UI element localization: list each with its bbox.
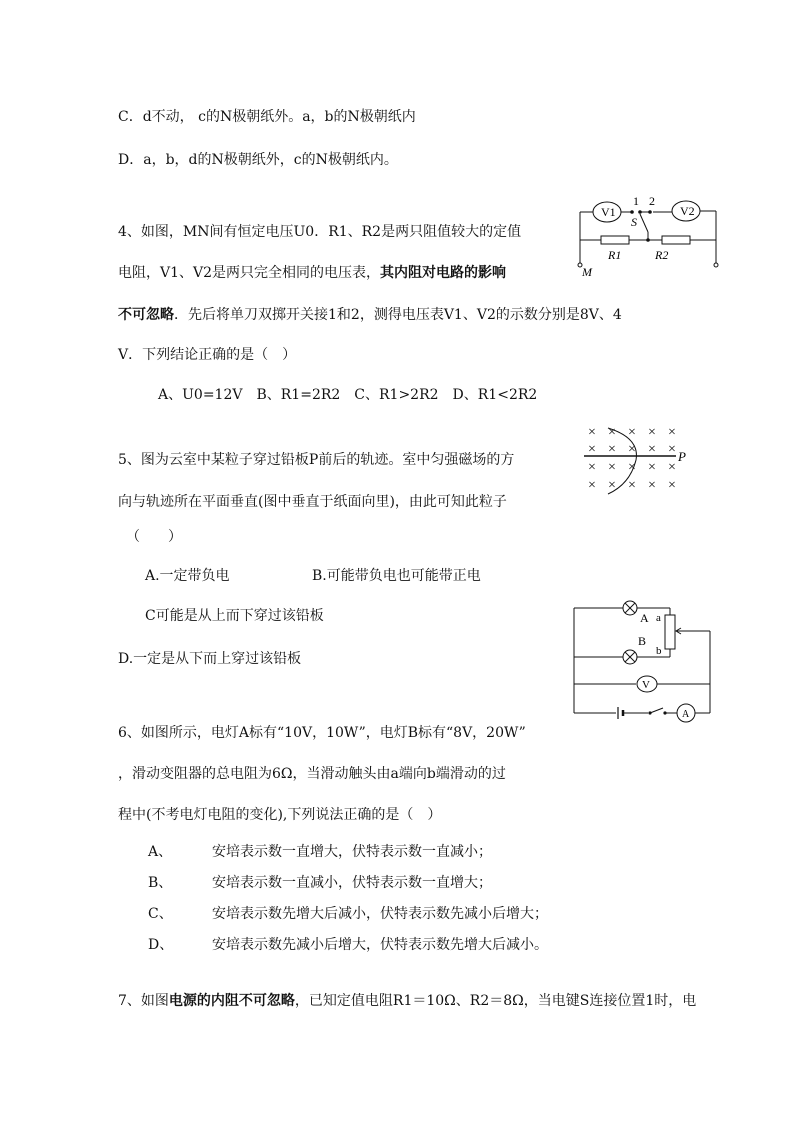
field-mark: × [608, 478, 616, 493]
switch-s-label: S [631, 215, 637, 229]
plate-p-label: P [678, 449, 686, 464]
lamp-b-label: B [638, 634, 647, 648]
q6-option-d-label: D、 [148, 937, 174, 953]
resistor-r2 [662, 236, 690, 244]
q7-line1-bold: 电源的内阻不可忽略 [168, 993, 295, 1009]
r2-label: R2 [655, 248, 669, 262]
field-mark: × [628, 425, 636, 440]
field-mark: × [668, 425, 676, 440]
q4-line2 [118, 264, 506, 282]
ammeter-label: A [682, 709, 690, 720]
rheostat-end-a-label: a [656, 612, 661, 624]
q4-options: A、U0=12V B、R1=2R2 C、R1>2R2 D、R1<2R2 [158, 387, 538, 403]
q7-line1-text: 7、如图 [118, 993, 169, 1009]
magnetic-field-marks [588, 425, 676, 493]
q6-option-b-label: B、 [148, 875, 173, 891]
field-mark: × [628, 460, 636, 475]
q6-option-a-text: 安培表示数一直增大，伏特表示数一直减小； [212, 844, 492, 860]
switch-s-blade [640, 214, 648, 232]
switch [650, 708, 663, 713]
q4-line2-bold: 其内阻对电路的影响 [380, 265, 507, 281]
lamp-a-label: A [640, 611, 649, 625]
field-mark: × [668, 460, 676, 475]
q5-option-b: B.可能带负电也可能带正电 [312, 568, 481, 584]
q5-line2: 向与轨迹所在平面垂直(图中垂直于纸面向里)，由此可知此粒子 [118, 494, 507, 510]
q5-option-a: A.一定带负电 [145, 568, 230, 584]
q6-line2: ，滑动变阻器的总电阻为6Ω，当滑动触头由a端向b端滑动的过 [118, 766, 506, 782]
voltmeter-label: V [642, 679, 650, 691]
resistor-r1 [601, 236, 629, 244]
switch-pos1-label: 1 [633, 194, 639, 208]
q6-option-a-label: A、 [148, 844, 173, 860]
q5-line1: 5、图为云室中某粒子穿过铅板P前后的轨迹。室中匀强磁场的方 [118, 452, 515, 468]
field-mark: × [628, 478, 636, 493]
field-mark: × [588, 425, 596, 440]
q3-option-d: D．a，b，d的N极朝纸外，c的N极朝纸内。 [118, 152, 398, 168]
q6-option-d-text: 安培表示数先减小后增大，伏特表示数先增大后减小。 [212, 937, 548, 953]
q7-line1-rest: ，已知定值电阻R1＝10Ω、R2＝8Ω，当电键S连接位置1时，电 [294, 993, 697, 1009]
q7-line1 [118, 992, 696, 1010]
q6-line3: 程中(不考电灯电阻的变化),下列说法正确的是（ ） [118, 807, 442, 823]
field-mark: × [648, 478, 656, 493]
field-mark: × [628, 442, 636, 457]
q4-line4: V．下列结论正确的是（ ） [118, 347, 297, 363]
q4-line3-text: ．先后将单刀双掷开关接1和2，测得电压表V1、V2的示数分别是8V、4 [174, 307, 622, 323]
v1-label: V1 [601, 205, 616, 219]
rheostat [665, 615, 675, 649]
field-mark: × [648, 425, 656, 440]
q5-option-d: D.一定是从下而上穿过该铅板 [118, 651, 302, 667]
v2-label: V2 [680, 204, 695, 218]
field-mark: × [608, 460, 616, 475]
field-mark: × [668, 478, 676, 493]
q5-option-c: C可能是从上而下穿过该铅板 [145, 608, 324, 624]
field-mark: × [608, 425, 616, 440]
q6-line1: 6、如图所示，电灯A标有“10V，10W”，电灯B标有“8V，20W” [118, 725, 526, 741]
field-mark: × [608, 442, 616, 457]
q6-option-c-label: C、 [148, 906, 173, 922]
field-mark: × [588, 442, 596, 457]
r1-label: R1 [608, 248, 622, 262]
q4-line1: 4、如图，MN间有恒定电压U0．R1、R2是两只阻值较大的定值 [118, 224, 522, 240]
rheostat-end-b-label: b [656, 645, 662, 657]
q6-option-b-text: 安培表示数一直减小，伏特表示数一直增大； [212, 875, 492, 891]
field-mark: × [588, 460, 596, 475]
q6-option-c-text: 安培表示数先增大后减小，伏特表示数先减小后增大； [212, 906, 548, 922]
q6-circuit-diagram [568, 598, 718, 724]
m-label: M [582, 265, 592, 279]
field-mark: × [648, 442, 656, 457]
field-mark: × [648, 460, 656, 475]
q5-line3: （ ） [126, 529, 182, 545]
q4-line3-bold: 不可忽略 [118, 307, 174, 323]
switch-pos2-label: 2 [649, 194, 655, 208]
q4-circuit-diagram [570, 190, 730, 285]
q4-line2-text: 电阻，V1、V2是两只完全相同的电压表， [118, 265, 381, 281]
q5-cloud-chamber-diagram [578, 420, 698, 500]
field-mark: × [588, 478, 596, 493]
q4-line3 [118, 306, 622, 324]
field-mark: × [668, 442, 676, 457]
q3-option-c: C．d不动， c的N极朝纸外。a，b的N极朝纸内 [118, 109, 416, 125]
